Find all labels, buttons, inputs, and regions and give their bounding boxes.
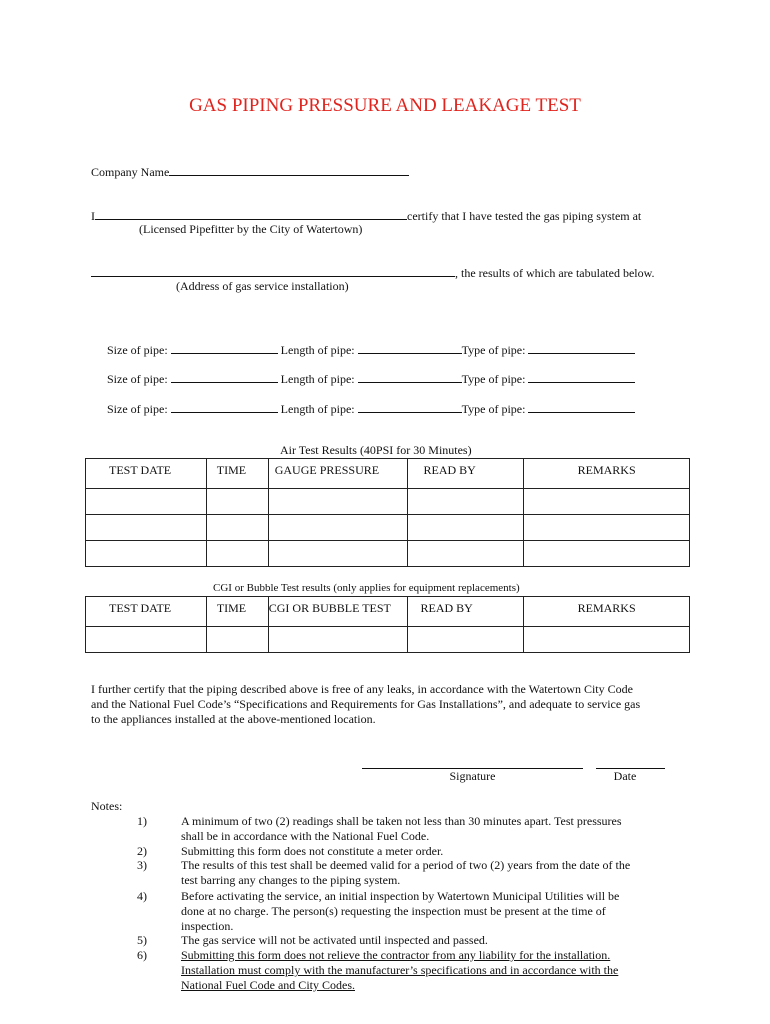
table-row	[86, 541, 690, 567]
address-field[interactable]	[91, 263, 455, 277]
pipe-row-3	[107, 399, 635, 417]
type-of-pipe-label: Type of pipe:	[461, 402, 526, 416]
header-read-by: READ BY	[408, 597, 524, 627]
header-gauge-pressure: GAUGE PRESSURE	[268, 459, 408, 489]
cell-time[interactable]	[206, 489, 268, 515]
note-number: 2)	[137, 844, 147, 858]
note-line: inspection.	[181, 919, 234, 933]
type-of-pipe-label: Type of pipe:	[461, 372, 526, 386]
cell-read-by[interactable]	[408, 489, 524, 515]
note-line: shall be in accordance with the National Fuel Code.	[181, 829, 430, 843]
company-name-field[interactable]	[169, 162, 409, 176]
cgi-test-table	[85, 596, 690, 653]
cell-test-date[interactable]	[86, 515, 207, 541]
length-of-pipe-field[interactable]	[358, 369, 462, 383]
note-number: 4)	[137, 889, 147, 903]
length-of-pipe-field[interactable]	[358, 399, 462, 413]
header-cgi-or-bubble-test: CGI OR BUBBLE TEST	[268, 597, 408, 627]
pipe-row-1	[107, 340, 635, 358]
air-test-header-row	[86, 459, 690, 489]
cgi-test-caption: CGI or Bubble Test results (only applies for equipment replacements)	[213, 582, 520, 594]
header-remarks: REMARKS	[524, 459, 690, 489]
note-line: The gas service will not be activated until inspected and passed.	[181, 933, 488, 947]
cell-remarks[interactable]	[524, 489, 690, 515]
certify-prefix: I	[91, 209, 95, 223]
size-of-pipe-label: Size of pipe:	[107, 402, 168, 416]
header-test-date: TEST DATE	[86, 597, 207, 627]
cell-test-date[interactable]	[86, 489, 207, 515]
air-test-caption: Air Test Results (40PSI for 30 Minutes)	[280, 443, 472, 457]
cell-read-by[interactable]	[408, 627, 524, 653]
note-line: National Fuel Code and City Codes.	[181, 978, 355, 992]
length-of-pipe-label: Length of pipe:	[280, 402, 355, 416]
type-of-pipe-field[interactable]	[528, 399, 635, 413]
table-row	[86, 627, 690, 653]
table-row	[86, 489, 690, 515]
note-number: 5)	[137, 933, 147, 947]
note-line: test barring any changes to the piping system.	[181, 873, 401, 887]
air-test-table	[85, 458, 690, 567]
company-name-label: Company Name	[91, 165, 170, 179]
type-of-pipe-field[interactable]	[528, 340, 635, 354]
further-certify-line: I further certify that the piping described above is free of any leaks, in accordance with the Watertown City Code	[91, 682, 633, 696]
cell-gauge-pressure[interactable]	[268, 541, 408, 567]
note-text	[181, 933, 656, 948]
further-certify-line: and the National Fuel Code’s “Specifications and Requirements for Gas Installations”, and adequate to service gas	[91, 697, 641, 711]
date-label: Date	[613, 769, 637, 783]
note-line: Submitting this form does not relieve the contractor from any liability for the installation.	[181, 948, 611, 962]
length-of-pipe-label: Length of pipe:	[280, 372, 355, 386]
type-of-pipe-field[interactable]	[528, 369, 635, 383]
address-caption: (Address of gas service installation)	[176, 279, 349, 293]
cell-remarks[interactable]	[524, 541, 690, 567]
note-line: done at no charge. The person(s) requesting the inspection must be present at the time of	[181, 904, 606, 918]
note-text	[181, 858, 656, 888]
note-text	[181, 844, 656, 859]
pipefitter-caption: (Licensed Pipefitter by the City of Watertown)	[139, 222, 363, 236]
size-of-pipe-field[interactable]	[171, 369, 278, 383]
signature-label: Signature	[449, 769, 496, 783]
cell-remarks[interactable]	[524, 515, 690, 541]
note-number: 6)	[137, 948, 147, 962]
further-certify-line: to the appliances installed at the above-mentioned location.	[91, 712, 376, 726]
header-test-date: TEST DATE	[86, 459, 207, 489]
length-of-pipe-label: Length of pipe:	[280, 343, 355, 357]
table-row	[86, 515, 690, 541]
header-time: TIME	[206, 459, 268, 489]
cell-read-by[interactable]	[408, 515, 524, 541]
form-title: GAS PIPING PRESSURE AND LEAKAGE TEST	[189, 95, 581, 116]
pipe-row-2	[107, 369, 635, 387]
size-of-pipe-label: Size of pipe:	[107, 343, 168, 357]
type-of-pipe-label: Type of pipe:	[461, 343, 526, 357]
cell-time[interactable]	[206, 541, 268, 567]
note-number: 3)	[137, 858, 147, 872]
note-number: 1)	[137, 814, 147, 828]
note-line: The results of this test shall be deemed valid for a period of two (2) years from the date of the	[181, 858, 631, 872]
address-suffix: , the results of which are tabulated below.	[455, 266, 655, 280]
certify-suffix: certify that I have tested the gas piping system at	[407, 209, 642, 223]
cell-test-date[interactable]	[86, 541, 207, 567]
header-time: TIME	[206, 597, 268, 627]
size-of-pipe-field[interactable]	[171, 399, 278, 413]
size-of-pipe-label: Size of pipe:	[107, 372, 168, 386]
cell-remarks[interactable]	[524, 627, 690, 653]
note-text	[181, 948, 656, 993]
note-line: Before activating the service, an initial inspection by Watertown Municipal Utilities will be	[181, 889, 620, 903]
cell-time[interactable]	[206, 515, 268, 541]
note-text	[181, 814, 656, 844]
note-line: Submitting this form does not constitute a meter order.	[181, 844, 444, 858]
note-line: Installation must comply with the manufacturer’s specifications and in accordance with the	[181, 963, 619, 977]
cell-cgi-or-bubble-test[interactable]	[268, 627, 408, 653]
notes-label: Notes:	[91, 799, 123, 813]
company-name-row	[91, 162, 409, 180]
cell-read-by[interactable]	[408, 541, 524, 567]
cell-gauge-pressure[interactable]	[268, 515, 408, 541]
header-remarks: REMARKS	[524, 597, 690, 627]
cell-gauge-pressure[interactable]	[268, 489, 408, 515]
note-text	[181, 889, 656, 934]
note-line: A minimum of two (2) readings shall be taken not less than 30 minutes apart. Test pressures	[181, 814, 622, 828]
pipefitter-name-field[interactable]	[95, 206, 407, 220]
length-of-pipe-field[interactable]	[358, 340, 462, 354]
cell-test-date[interactable]	[86, 627, 207, 653]
header-read-by: READ BY	[408, 459, 524, 489]
size-of-pipe-field[interactable]	[171, 340, 278, 354]
cell-time[interactable]	[206, 627, 268, 653]
cgi-test-header-row	[86, 597, 690, 627]
